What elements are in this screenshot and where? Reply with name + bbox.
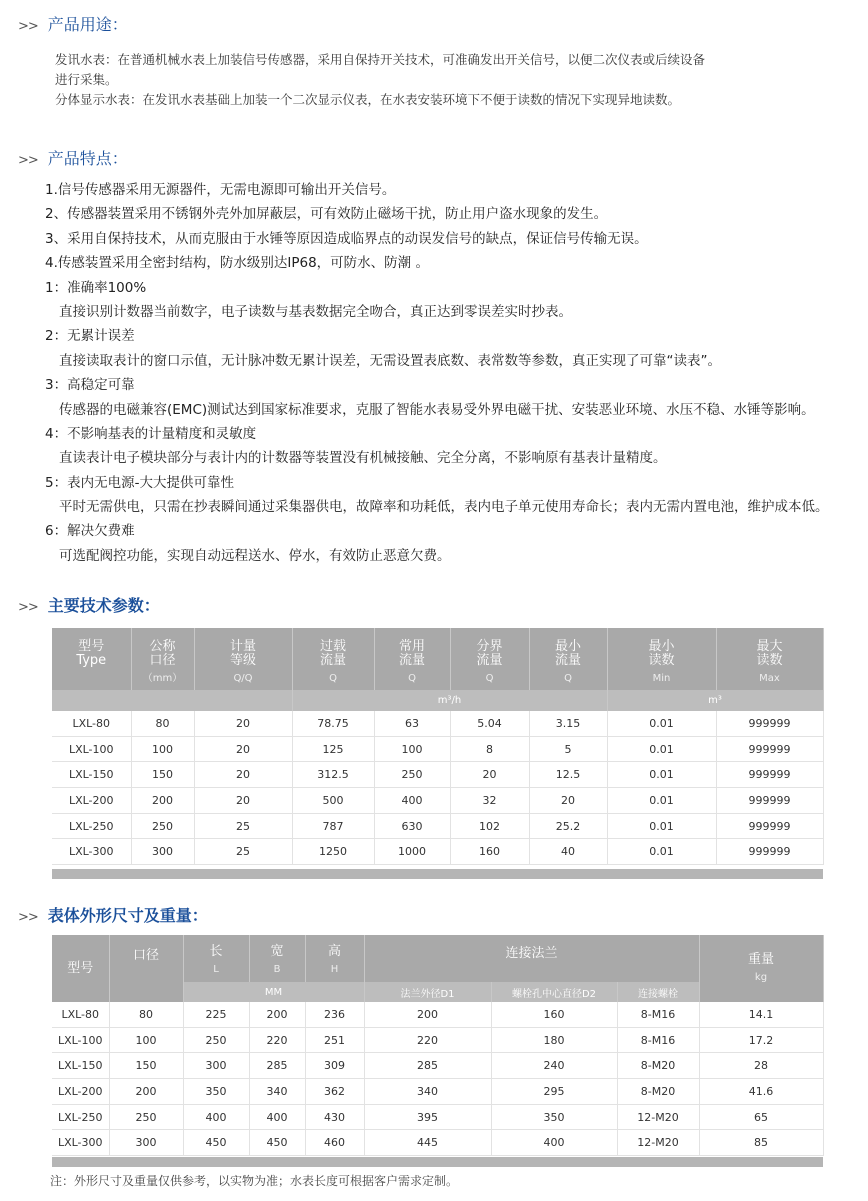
table-cell: LXL-150 [52,1053,109,1079]
table-cell: 400 [374,788,450,814]
header-dn: 口径 [109,935,183,1002]
table-cell: 400 [183,1104,249,1130]
spec-header-cell: 型号 Type [52,628,131,690]
footnote: 注：外形尺寸及重量仅供参考，以实物为准；水表长度可根据客户需求定制。 [50,1174,459,1188]
feature-line: 3、采用自保持技术，从而克服由于水锤等原因造成临界点的动误发信号的缺点，保证信号传输无误。 [45,230,648,247]
table-cell: 12-M20 [617,1104,699,1130]
usage-line: 发讯水表：在普通机械水表上加装信号传感器，采用自保持开关技术，可准确发出开关信号，以便二次仪表或后续设备 [55,52,706,67]
table-cell: 63 [374,711,450,736]
header-d2: 螺栓孔中心直径D2 [491,982,617,1002]
feature-line: 2、传感器装置采用不锈钢外壳外加屏蔽层，可有效防止磁场干扰，防止用户盗水现象的发生。 [45,206,608,223]
spec-row [52,762,823,788]
table-cell: 102 [450,813,529,839]
section-arrows: >> [18,910,38,925]
table-cell: 20 [194,788,292,814]
table-cell: 225 [183,1002,249,1027]
table-footer-bar [52,1157,823,1167]
table-cell: 400 [249,1104,305,1130]
table-cell: 80 [109,1002,183,1027]
table-cell: 12-M20 [617,1130,699,1156]
section-arrows: >> [18,153,38,168]
table-cell: 14.1 [699,1002,823,1027]
spec-row [52,839,823,865]
table-cell: 25 [194,839,292,865]
spec-row [52,711,823,736]
table-cell: 20 [194,711,292,736]
table-cell: 40 [529,839,607,865]
header-length: 长 L [183,935,249,982]
table-cell: 0.01 [607,711,716,736]
spec-header-cell: 公称 口径 （mm） [131,628,194,690]
table-cell: LXL-200 [52,1079,109,1105]
header-d1: 法兰外径D1 [364,982,491,1002]
spec-row [52,736,823,762]
table-cell: 28 [699,1053,823,1079]
table-cell: 999999 [716,762,823,788]
feature-line: 6：解决欠费难 [45,523,135,540]
table-cell: 340 [364,1079,491,1105]
table-cell: 250 [131,813,194,839]
table-cell: 200 [249,1002,305,1027]
table-cell: 300 [183,1053,249,1079]
section-specs-heading [18,593,160,616]
table-cell: 787 [292,813,374,839]
table-cell: 12.5 [529,762,607,788]
table-cell: LXL-250 [52,1104,109,1130]
feature-line: 1：准确率100% [45,279,147,296]
table-cell: 0.01 [607,762,716,788]
usage-line: 分体显示水表：在发讯水表基础上加装一个二次显示仪表，在水表安装环境下不便于读数的情况下实现异地读数。 [55,92,681,107]
header-width: 宽 B [249,935,305,982]
header-flange: 连接法兰 [364,935,699,982]
feature-line: 直读表计电子模块部分与表计内的计数器等装置没有机械接触、完全分离，不影响原有基表计量精度。 [59,450,667,467]
table-cell: 78.75 [292,711,374,736]
table-cell: 160 [450,839,529,865]
table-cell: 85 [699,1130,823,1156]
table-cell: 0.01 [607,788,716,814]
table-cell: 350 [183,1079,249,1105]
table-footer-bar [52,869,823,879]
table-cell: 445 [364,1130,491,1156]
header-bolt: 连接螺栓 [617,982,699,1002]
table-cell: 17.2 [699,1027,823,1053]
table-cell: 350 [491,1104,617,1130]
spec-row [52,788,823,814]
table-cell: 0.01 [607,813,716,839]
table-cell: 20 [529,788,607,814]
table-cell: 160 [491,1002,617,1027]
table-cell: 236 [305,1002,364,1027]
table-cell: 300 [131,839,194,865]
spec-header-cell: 过载 流量 Q [292,628,374,690]
dimension-row [52,1053,823,1079]
section-features-heading [18,146,128,169]
table-cell: 312.5 [292,762,374,788]
table-cell: LXL-200 [52,788,131,814]
section-arrows: >> [18,19,38,34]
section-title: 产品特点： [47,149,128,168]
header-height: 高 H [305,935,364,982]
table-cell: LXL-100 [52,1027,109,1053]
table-cell: 200 [109,1079,183,1105]
table-cell: 362 [305,1079,364,1105]
unit-reading: m³ [607,690,823,711]
dimensions-table [52,935,824,1156]
table-cell: 999999 [716,788,823,814]
unit-flow: m³/h [292,690,607,711]
feature-line: 传感器的电磁兼容(EMC)测试达到国家标准要求，克服了智能水表易受外界电磁干扰、安装恶业环境、水压不稳、水锤等影响。 [59,401,815,418]
dimension-row [52,1002,823,1027]
table-cell: 251 [305,1027,364,1053]
table-cell: LXL-80 [52,1002,109,1027]
table-cell: 100 [374,736,450,762]
table-cell: 630 [374,813,450,839]
table-cell: 295 [491,1079,617,1105]
table-cell: 0.01 [607,839,716,865]
feature-line: 2：无累计误差 [45,328,135,345]
table-cell: 150 [109,1053,183,1079]
table-cell: 200 [364,1002,491,1027]
table-cell: 999999 [716,813,823,839]
table-cell: 180 [491,1027,617,1053]
table-cell: 100 [131,736,194,762]
table-cell: 999999 [716,736,823,762]
feature-line: 可选配阀控功能，实现自动远程送水、停水，有效防止恶意欠费。 [59,547,451,564]
table-cell: 309 [305,1053,364,1079]
table-cell: 8 [450,736,529,762]
table-cell: 8-M16 [617,1027,699,1053]
feature-line: 4：不影响基表的计量精度和灵敏度 [45,425,257,442]
spec-header-cell: 最大 读数 Max [716,628,823,690]
section-title: 主要技术参数： [47,596,160,615]
table-cell: 285 [249,1053,305,1079]
table-cell: 5 [529,736,607,762]
section-dimensions-heading [18,903,208,926]
table-cell: 1250 [292,839,374,865]
spec-header-cell: 分界 流量 Q [450,628,529,690]
dimension-row [52,1104,823,1130]
spec-header-cell: 常用 流量 Q [374,628,450,690]
feature-line: 5：表内无电源-大大提供可靠性 [45,474,234,491]
table-cell: LXL-80 [52,711,131,736]
usage-paragraph [55,50,825,110]
table-cell: 25.2 [529,813,607,839]
features-list [45,178,829,568]
table-cell: LXL-250 [52,813,131,839]
table-cell: 500 [292,788,374,814]
dimension-row [52,1027,823,1053]
table-cell: 285 [364,1053,491,1079]
table-cell: 450 [249,1130,305,1156]
table-cell: 395 [364,1104,491,1130]
dimension-row [52,1079,823,1105]
table-cell: 100 [109,1027,183,1053]
table-cell: 400 [491,1130,617,1156]
header-weight: 重量 kg [699,935,823,1002]
table-cell: 300 [109,1130,183,1156]
table-cell: 999999 [716,839,823,865]
spec-row [52,813,823,839]
table-cell: 25 [194,813,292,839]
usage-line: 进行采集。 [55,72,118,87]
spec-header-cell: 计量 等级 Q/Q [194,628,292,690]
table-cell: 200 [131,788,194,814]
table-cell: 1000 [374,839,450,865]
spec-header-cell: 最小 流量 Q [529,628,607,690]
feature-line: 3：高稳定可靠 [45,377,135,394]
table-cell: LXL-150 [52,762,131,788]
feature-line: 4.传感装置采用全密封结构，防水级别达IP68，可防水、防潮 。 [45,255,429,272]
table-cell: 999999 [716,711,823,736]
table-cell: 250 [183,1027,249,1053]
table-cell: 20 [450,762,529,788]
table-cell: 240 [491,1053,617,1079]
table-cell: 450 [183,1130,249,1156]
spec-header-cell: 最小 读数 Min [607,628,716,690]
dimension-row [52,1130,823,1156]
table-cell: 150 [131,762,194,788]
section-arrows: >> [18,600,38,615]
section-title: 表体外形尺寸及重量： [47,906,208,925]
table-cell: LXL-100 [52,736,131,762]
table-cell: 8-M20 [617,1053,699,1079]
table-cell: 460 [305,1130,364,1156]
feature-line: 直接读取表计的窗口示值，无计脉冲数无累计误差，无需设置表底数、表常数等参数，真正实现了可靠“读表”。 [59,352,721,369]
spec-table [52,628,824,865]
table-cell: 65 [699,1104,823,1130]
table-cell: 41.6 [699,1079,823,1105]
table-cell: 340 [249,1079,305,1105]
table-cell: LXL-300 [52,1130,109,1156]
unit-mm: MM [183,982,364,1002]
table-cell: 8-M16 [617,1002,699,1027]
feature-line: 1.信号传感器采用无源器件，无需电源即可输出开关信号。 [45,182,396,198]
table-cell: LXL-300 [52,839,131,865]
table-cell: 5.04 [450,711,529,736]
table-cell: 125 [292,736,374,762]
unit-blank [52,690,292,711]
section-title: 产品用途： [47,15,128,34]
header-type: 型号 [52,935,109,1002]
table-cell: 20 [194,736,292,762]
feature-line: 平时无需供电，只需在抄表瞬间通过采集器供电，故障率和功耗低，表内电子单元使用寿命长；表内无需内置电池，维护成本低。 [59,499,829,516]
table-cell: 32 [450,788,529,814]
table-cell: 250 [109,1104,183,1130]
table-cell: 430 [305,1104,364,1130]
table-cell: 8-M20 [617,1079,699,1105]
table-cell: 220 [364,1027,491,1053]
table-cell: 250 [374,762,450,788]
section-usage-heading [18,12,128,35]
table-cell: 220 [249,1027,305,1053]
table-cell: 80 [131,711,194,736]
table-cell: 3.15 [529,711,607,736]
table-cell: 0.01 [607,736,716,762]
feature-line: 直接识别计数器当前数字，电子读数与基表数据完全吻合，真正达到零误差实时抄表。 [59,303,572,320]
table-cell: 20 [194,762,292,788]
